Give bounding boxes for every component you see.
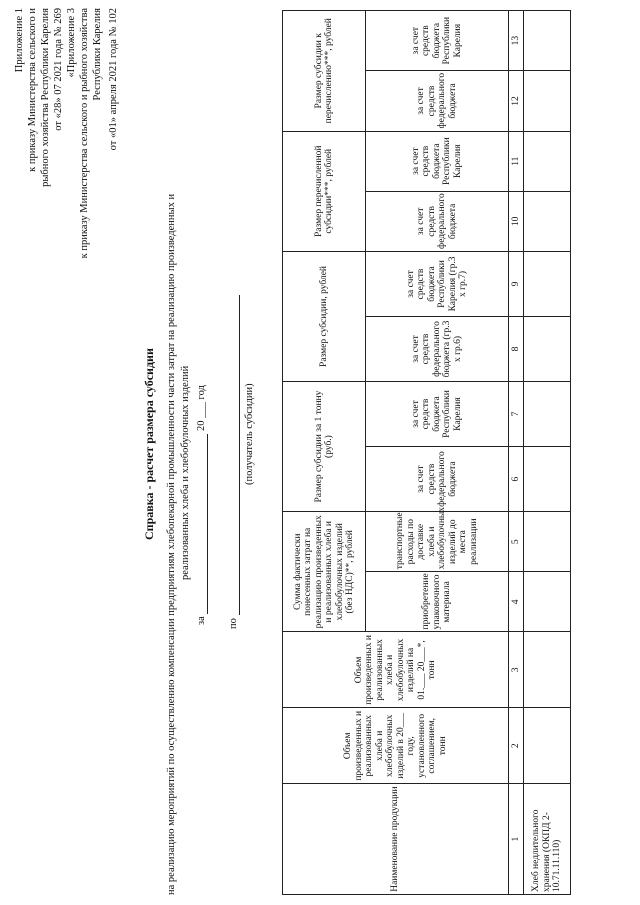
column-number: 10 [509, 191, 524, 251]
column-number: 4 [509, 572, 524, 632]
column-number: 8 [509, 316, 524, 381]
column-number: 3 [509, 632, 524, 708]
period-line [196, 385, 208, 625]
order-date: от «28» 07 2021 года № 269 [53, 8, 64, 131]
table-cell [524, 11, 571, 71]
header-costs-transport: транспортные расходы по доставке хлеба и хлебобулочных изделий до места реализации [366, 512, 509, 572]
period-prefix: за [196, 616, 207, 625]
prev-order-line-1: к приказу Министерства сельского и рыбного хозяйства [79, 8, 90, 259]
prev-order-line-2: Республики Карелия [92, 8, 103, 101]
table-cell [524, 632, 571, 708]
header-subsidy-total: Размер субсидии, рублей [283, 251, 366, 381]
header-to-transfer-regional: за счет средств бюджета Республики Карелия [366, 11, 509, 71]
header-transferred-federal: за счет средств федерального бюджета [366, 191, 509, 251]
header-total-regional: за счет средств бюджета Республики Карелия (гр.3 х гр.7) [366, 251, 509, 316]
prev-order-date: от «01» апреля 2021 года № 102 [108, 8, 119, 151]
header-total-federal: за счет средств федерального бюджета (гр.3 х гр.6) [366, 316, 509, 381]
header-subsidy-per-ton: Размер субсидии за 1 тонну (руб.) [283, 382, 366, 512]
header-per-ton-federal: за счет средств федерального бюджета [366, 447, 509, 512]
header-per-ton-regional: за счет средств бюджета Республики Карелия [366, 382, 509, 447]
column-number: 12 [509, 71, 524, 131]
subtitle-line-1: на реализацию мероприятий по осуществлению компенсации предприятиям хлебопекарной промышленности части затрат на реализацию произведенных и [166, 193, 177, 895]
header-subsidy-to-transfer: Размер субсидии к перечислению***, рублей [283, 11, 366, 132]
recipient-prefix: по [228, 618, 239, 629]
column-number: 2 [509, 708, 524, 784]
header-product-name: Наименование продукции [283, 784, 509, 895]
header-subsidy-transferred: Размер перечисленной субсидии***, рублей [283, 131, 366, 251]
document-title: Справка - расчет размера субсидии [142, 348, 156, 540]
column-number: 13 [509, 11, 524, 71]
subsidy-table [282, 10, 571, 895]
table-cell [524, 191, 571, 251]
header-costs-packaging: приобретение упаковочного материала [366, 572, 509, 632]
order-line-1: к приказу Министерства сельского и [27, 8, 38, 172]
table-cell [524, 316, 571, 381]
column-number: 1 [509, 784, 524, 895]
prev-appendix-label: «Приложение 3 [66, 8, 77, 78]
subtitle-line-2: реализованных хлеба и хлебобулочных изделий [180, 365, 191, 580]
column-number: 7 [509, 382, 524, 447]
table-cell [524, 131, 571, 191]
header-volume-agreement: Объем произведенных и реализованных хлеба и хлебобулочных изделий в 20___ году, установленного соглашением, тонн [283, 708, 509, 784]
table-cell [524, 382, 571, 447]
recipient-blank [228, 296, 240, 616]
table-cell [524, 708, 571, 784]
column-number: 6 [509, 447, 524, 512]
table-cell [524, 447, 571, 512]
appendix-label: Приложение 1 [14, 8, 25, 73]
recipient-caption: (получатель субсидии) [244, 383, 255, 485]
column-number: 11 [509, 131, 524, 191]
period-blank [196, 434, 208, 614]
table-row [524, 11, 571, 895]
table-cell [524, 71, 571, 131]
table-cell [524, 512, 571, 572]
header-volume-actual: Объем произведенных и реализованных хлеба и хлебобулочных изделий на 01.___ 20___*, тонн [283, 632, 509, 708]
order-line-2: рыбного хозяйства Республики Карелия [40, 8, 51, 187]
period-year: 20 ___ год [196, 385, 207, 431]
table-cell [524, 572, 571, 632]
row-product-name: Хлеб недлительного хранения (ОКПД 2-10.71.11.110) [524, 784, 571, 895]
column-number: 9 [509, 251, 524, 316]
header-to-transfer-federal: за счет средств федерального бюджета [366, 71, 509, 131]
header-costs-group: Сумма фактически понесенных затрат на реализацию произведенных и реализованных хлеба и хлебобулочных изделий (без НДС)**, рублей [283, 512, 366, 632]
header-transferred-regional: за счет средств бюджета Республики Карелия [366, 131, 509, 191]
recipient-line [228, 296, 240, 630]
table-cell [524, 251, 571, 316]
column-number: 5 [509, 512, 524, 572]
